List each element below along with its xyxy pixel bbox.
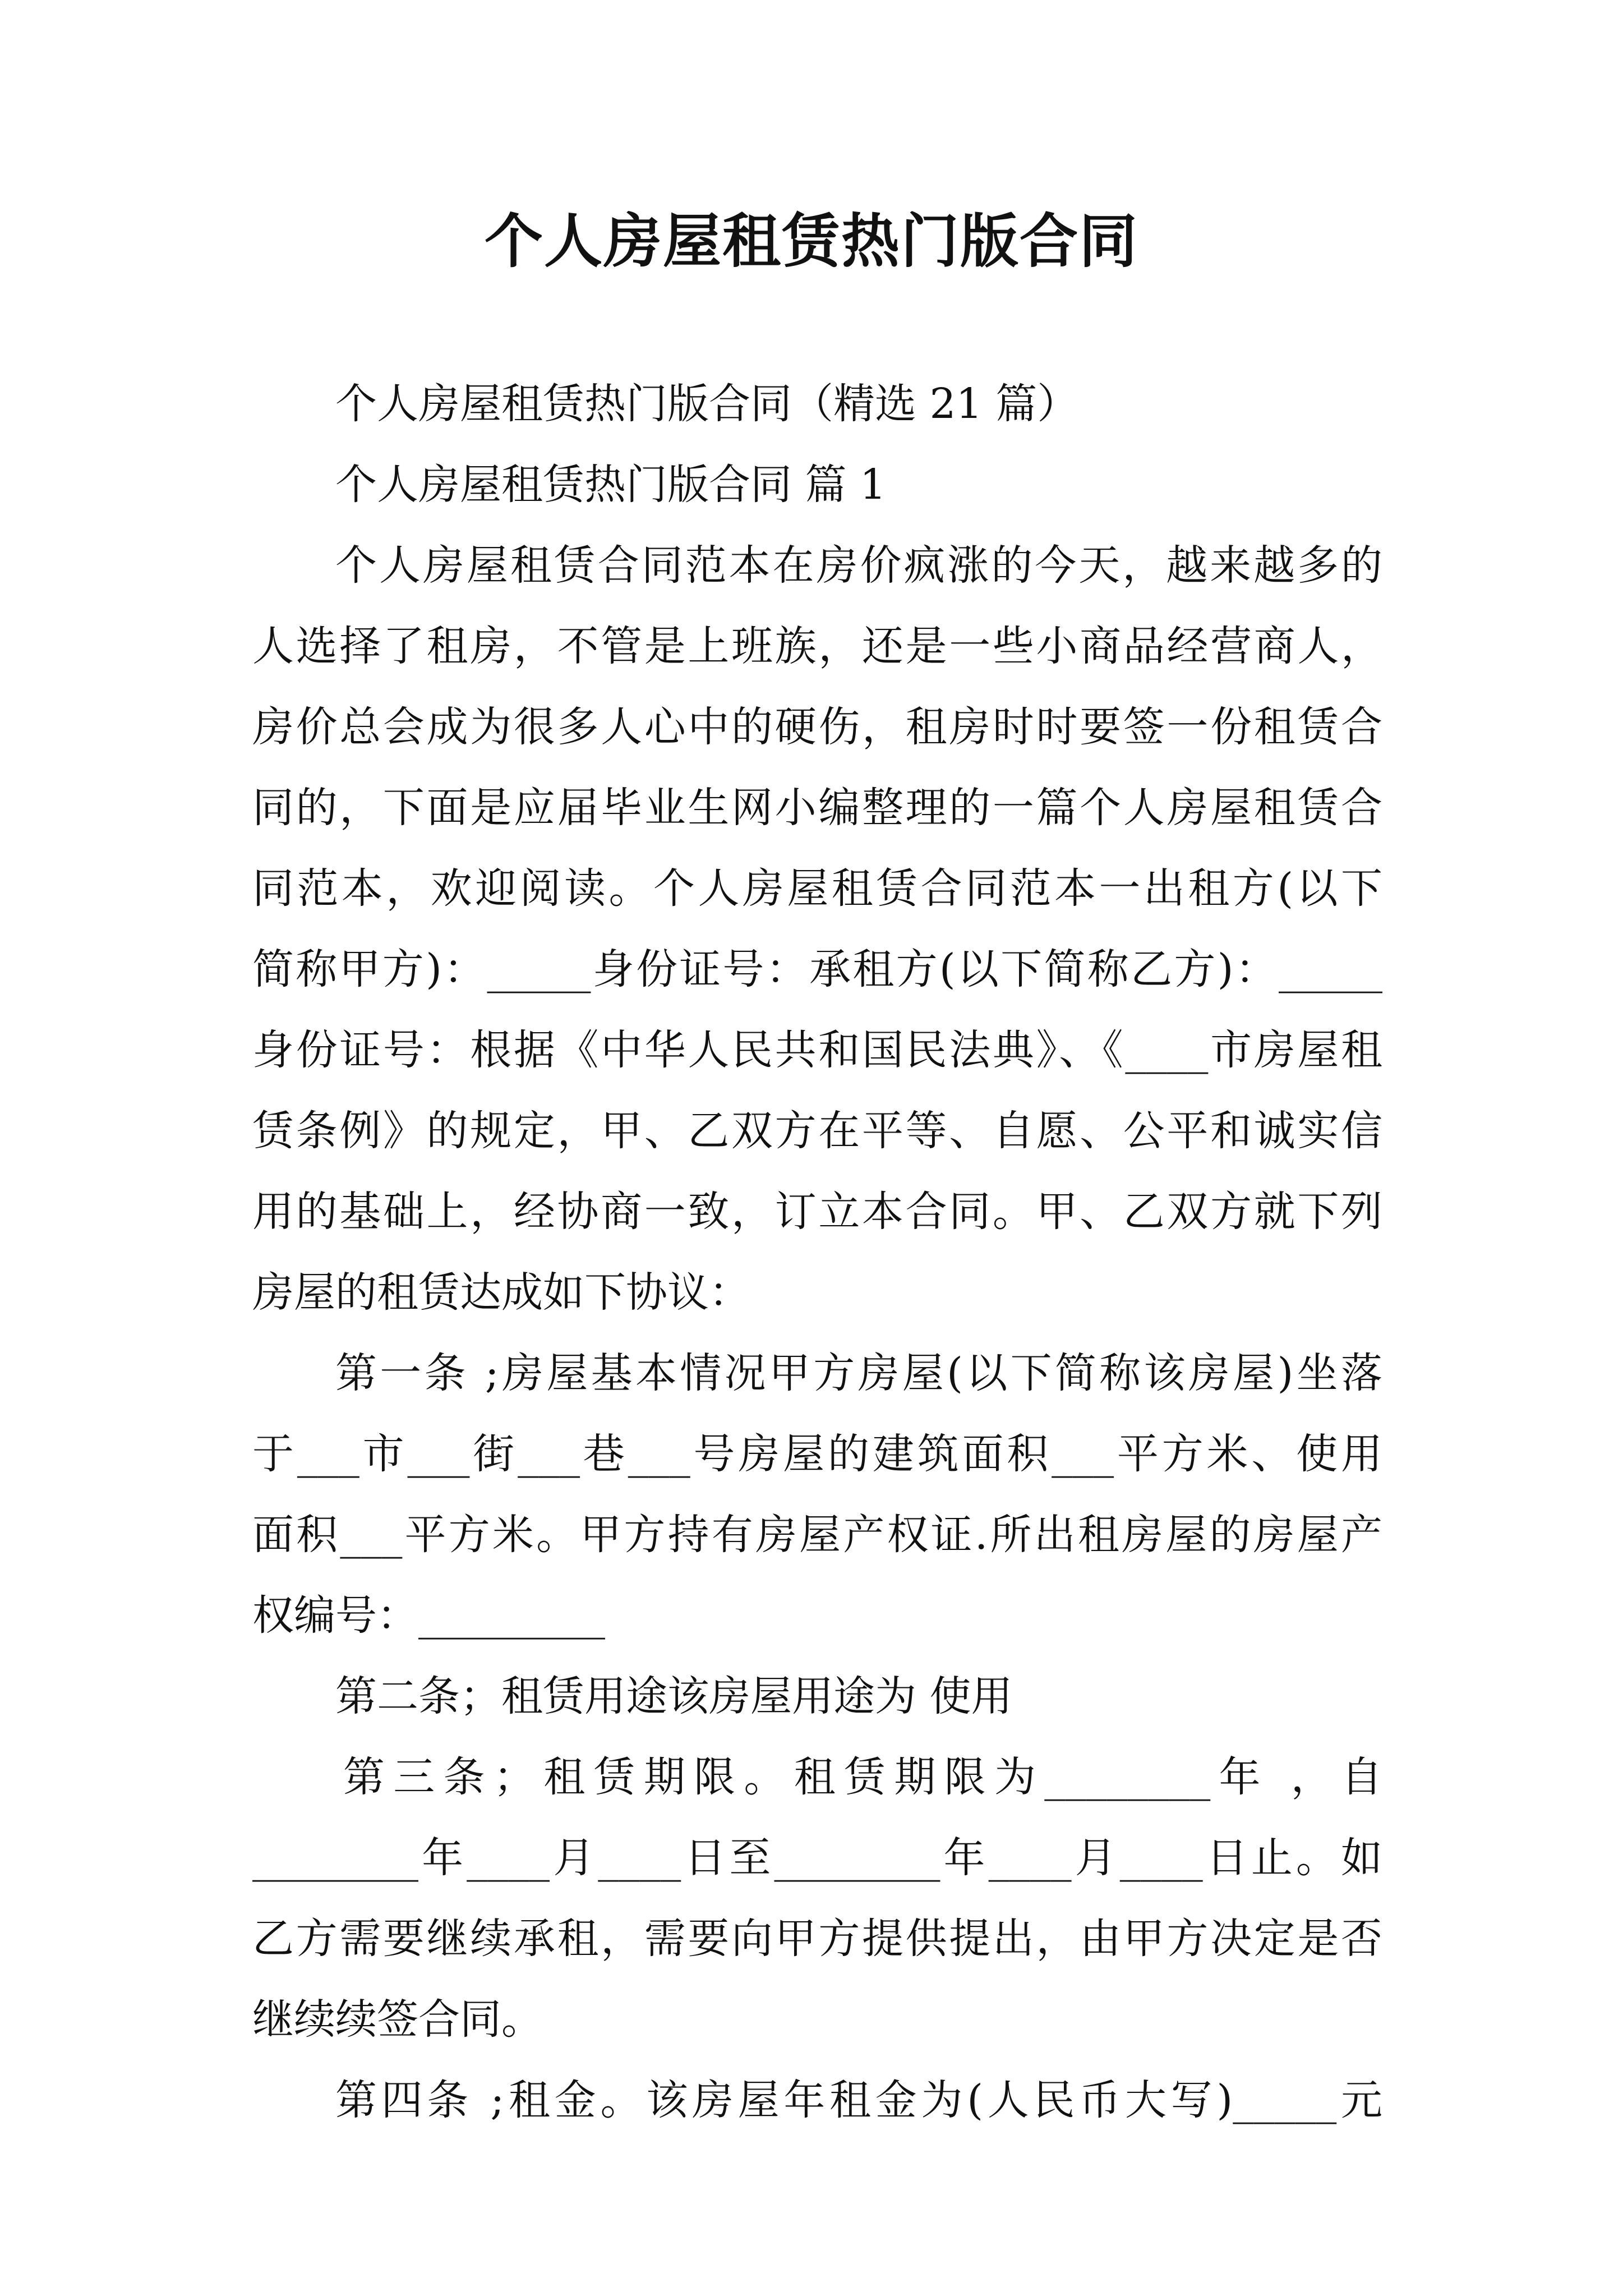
paragraph-line: 简称甲方)：_____身份证号：承租方(以下简称乙方)：_____ <box>252 945 1382 993</box>
paragraph-line: 个人房屋租赁合同范本在房价疯涨的今天，越来越多的 <box>335 541 1382 590</box>
document-title: 个人房屋租赁热门版合同 <box>484 206 1138 275</box>
clause-line: 面积___平方米。甲方持有房屋产权证.所出租房屋的房屋产 <box>252 1511 1382 1559</box>
clause-line: 权编号：_________ <box>252 1591 605 1640</box>
paragraph-line: 用的基础上，经协商一致，订立本合同。甲、乙双方就下列 <box>252 1188 1382 1236</box>
paragraph-line: 同的，下面是应届毕业生网小编整理的一篇个人房屋租赁合 <box>252 784 1382 832</box>
paragraph-line: 人选择了租房，不管是上班族，还是一些小商品经营商人， <box>252 622 1382 670</box>
clause-line: 第二条；租赁用途该房屋用途为 使用 <box>335 1672 1013 1720</box>
clause-line: ________年____月____日至________年____月____日止。如 <box>252 1834 1382 1882</box>
document-body <box>252 364 1382 2141</box>
chapter-heading: 个人房屋租赁热门版合同 篇 1 <box>335 461 887 509</box>
paragraph-line: 身份证号：根据《中华人民共和国民法典》、《____市房屋租 <box>252 1026 1382 1074</box>
clause-line: 第一条 ;房屋基本情况甲方房屋(以下简称该房屋)坐落 <box>335 1349 1382 1397</box>
collection-heading: 个人房屋租赁热门版合同（精选 21 篇） <box>335 380 1079 428</box>
clause-line: 继续续签合同。 <box>252 1995 543 2044</box>
clause-line: 第三条；租赁期限。租赁期限为________年 ，自 <box>343 1753 1382 1801</box>
paragraph-line: 房屋的租赁达成如下协议： <box>252 1268 750 1317</box>
paragraph-line: 房价总会成为很多人心中的硬伤，租房时时要签一份租赁合 <box>252 703 1382 751</box>
clause-line: 于___市___街___巷___号房屋的建筑面积___平方米、使用 <box>252 1430 1382 1478</box>
clause-line: 乙方需要继续承租，需要向甲方提供提出，由甲方决定是否 <box>252 1915 1382 1963</box>
paragraph-line: 赁条例》的规定，甲、乙双方在平等、自愿、公平和诚实信 <box>252 1107 1382 1155</box>
paragraph-line: 同范本，欢迎阅读。个人房屋租赁合同范本一出租方(以下 <box>252 864 1382 913</box>
clause-line: 第四条 ;租金。该房屋年租金为(人民币大写)_____元 <box>335 2076 1382 2124</box>
